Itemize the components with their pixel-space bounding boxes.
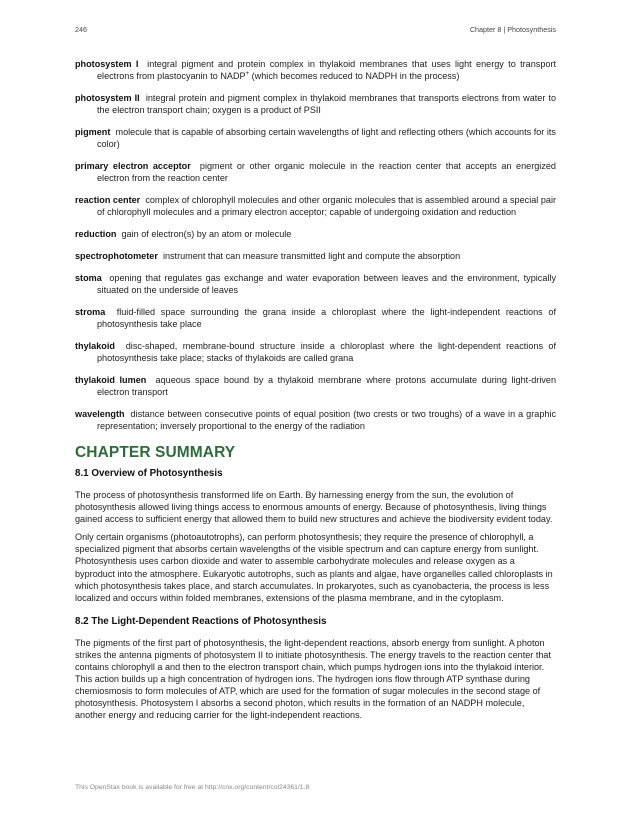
glossary-entry bbox=[75, 306, 556, 330]
glossary-entry bbox=[75, 58, 556, 82]
glossary-entry bbox=[75, 160, 556, 184]
glossary-term: primary electron acceptor bbox=[75, 161, 191, 171]
glossary-definition: distance between consecutive points of equal position (two crests or two troughs) of a wave in a graphic representation; inversely proportional to the energy of the radiation bbox=[97, 409, 557, 431]
glossary-term: photosystem II bbox=[75, 93, 140, 103]
page-content bbox=[75, 58, 556, 728]
glossary-definition: complex of chlorophyll molecules and other organic molecules that is assembled around a special pair of chlorophyll molecules and a primary electron acceptor; capable of undergoing oxidation and reduction bbox=[97, 195, 556, 217]
chapter-title: Chapter 8 | Photosynthesis bbox=[469, 25, 556, 34]
superscript: + bbox=[245, 71, 250, 77]
glossary-definition: aqueous space bound by a thylakoid membrane where protons accumulate during light-driven electron transport bbox=[97, 375, 556, 397]
glossary-term: spectrophotometer bbox=[75, 251, 158, 261]
glossary-term: reduction bbox=[75, 229, 117, 239]
glossary-definition: opening that regulates gas exchange and water evaporation between leaves and the environment, typically situated on the underside of leaves bbox=[97, 273, 556, 295]
glossary-term: pigment bbox=[75, 127, 111, 137]
page-footer: This OpenStax book is available for free at http://cnx.org/content/col24361/1.8 bbox=[75, 784, 310, 791]
glossary-entry bbox=[75, 250, 556, 262]
glossary-definition: gain of electron(s) by an atom or molecule bbox=[121, 229, 292, 239]
glossary-term: thylakoid bbox=[75, 341, 115, 351]
glossary-entry bbox=[75, 374, 556, 398]
summary-section bbox=[75, 616, 556, 722]
glossary-entry bbox=[75, 408, 556, 432]
glossary-entry bbox=[75, 228, 556, 240]
glossary-definition: molecule that is capable of absorbing certain wavelengths of light and reflecting others (which accounts for its color) bbox=[97, 127, 556, 149]
glossary-entry bbox=[75, 194, 556, 218]
glossary-definition-cont: (which becomes reduced to NADPH in the process) bbox=[249, 71, 460, 81]
page-number: 246 bbox=[75, 25, 87, 34]
glossary-definition: instrument that can measure transmitted light and compute the absorption bbox=[162, 251, 461, 261]
glossary-term: thylakoid lumen bbox=[75, 375, 147, 385]
glossary bbox=[75, 58, 556, 432]
glossary-entry bbox=[75, 340, 556, 364]
section-heading: 8.2 The Light-Dependent Reactions of Photosynthesis bbox=[75, 615, 327, 627]
glossary-definition: integral protein and pigment complex in thylakoid membranes that transports electrons from water to the electron transport chain; oxygen is a product of PSII bbox=[97, 93, 556, 115]
glossary-definition: integral pigment and protein complex in thylakoid membranes that uses light energy to transport electrons from plastocyanin to NADP bbox=[97, 59, 556, 81]
page-header bbox=[75, 25, 556, 37]
paragraph: The process of photosynthesis transformed life on Earth. By harnessing energy from the sun, the evolution of photosynthesis allowed living things access to enormous amounts of energy. Because of photosynthesis, living things gained access to sufficient energy that allowed them to build new structures and achieve the biodiversity evident today. bbox=[75, 490, 553, 525]
section-heading: 8.1 Overview of Photosynthesis bbox=[75, 468, 223, 479]
glossary-entry bbox=[75, 272, 556, 296]
glossary-entry bbox=[75, 126, 556, 150]
glossary-term: stroma bbox=[75, 307, 106, 317]
glossary-term: stoma bbox=[75, 273, 102, 283]
paragraph: The pigments of the first part of photosynthesis, the light-dependent reactions, absorb energy from sunlight. A photon strikes the antenna pigments of photosystem II to initiate photosynthesis. The energy travels to the reaction center that contains chlorophyll a and then to the electron transport chain, which pumps hydrogen ions into the thylakoid interior. This action builds up a high concentration of hydrogen ions. The hydrogen ions flow through ATP synthase during chemiosmosis to form molecules of ATP, which are used for the formation of sugar molecules in the second stage of photosynthesis. Photosystem I absorbs a second photon, which results in the formation of an NADPH molecule, another energy and reducing carrier for the light-independent reactions. bbox=[75, 637, 552, 721]
glossary-term: photosystem I bbox=[75, 59, 139, 69]
glossary-definition: pigment or other organic molecule in the reaction center that accepts an energized electron from the reaction center bbox=[97, 161, 556, 183]
chapter-summary-heading: CHAPTER SUMMARY bbox=[75, 444, 236, 461]
glossary-entry bbox=[75, 92, 556, 116]
summary-section bbox=[75, 468, 556, 604]
paragraph: Only certain organisms (photoautotrophs), can perform photosynthesis; they require the presence of chlorophyll, a specialized pigment that absorbs certain wavelengths of the visible spectrum and can capture energy from sunlight. Photosynthesis uses carbon dioxide and water to assemble carbohydrate molecules and release oxygen as a byproduct into the atmosphere. Eukaryotic autotrophs, such as plants and algae, have organelles called chloroplasts in which photosynthesis takes place, and starch accumulates. In prokaryotes, such as cyanobacteria, the process is less localized and occurs within folded membranes, extensions of the plasma membrane, and in the cytoplasm. bbox=[75, 532, 553, 603]
glossary-definition: fluid-filled space surrounding the grana inside a chloroplast where the light-independent reactions of photosynthesis take place bbox=[97, 307, 556, 329]
glossary-definition: disc-shaped, membrane-bound structure inside a chloroplast where the light-dependent reactions of photosynthesis take place; stacks of thylakoids are called grana bbox=[97, 341, 556, 363]
glossary-term: reaction center bbox=[75, 195, 141, 205]
glossary-term: wavelength bbox=[75, 409, 125, 419]
